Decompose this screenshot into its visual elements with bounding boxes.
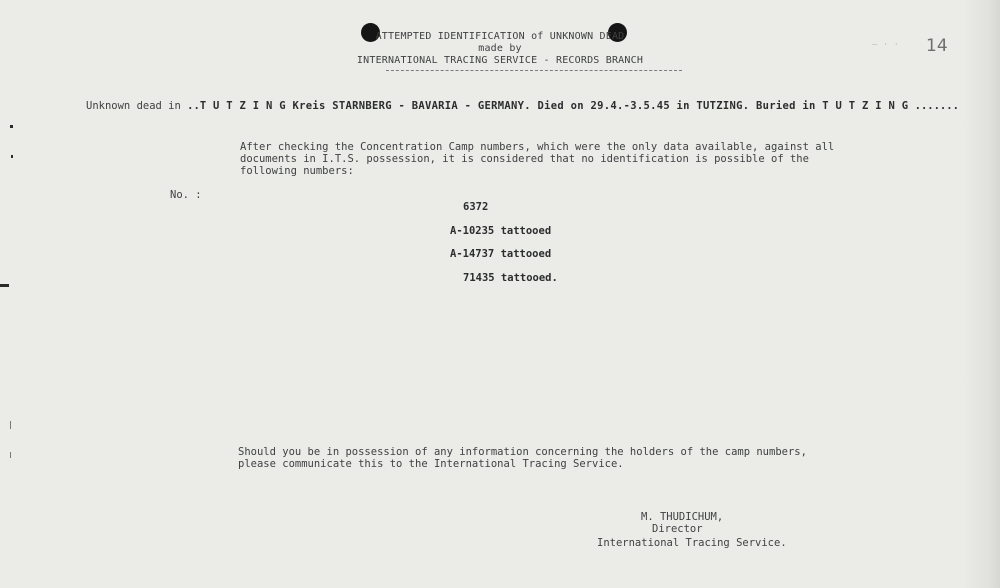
faint-stamp-mark: — · · — [872, 40, 900, 50]
intro-line-2: documents in I.T.S. possession, it is considered that no identification is possible of the — [240, 153, 809, 165]
header-title: ATTEMPTED IDENTIFICATION of UNKNOWN DEAD — [375, 31, 625, 42]
intro-line-3: following numbers: — [240, 165, 354, 177]
leader-dots: .. — [187, 100, 200, 112]
signature-title: Director — [652, 523, 703, 535]
header-organization: INTERNATIONAL TRACING SERVICE - RECORDS BRANCH — [356, 55, 644, 66]
scan-edge-shadow — [962, 0, 1000, 588]
margin-mark — [11, 155, 13, 158]
header-made-by: made by — [478, 43, 522, 54]
margin-arrow-mark — [0, 284, 9, 287]
header-underline — [386, 70, 682, 71]
signature-organization: International Tracing Service. — [597, 537, 787, 549]
signature-name: M. THUDICHUM, — [641, 511, 724, 523]
unknown-dead-entry: T U T Z I N G Kreis STARNBERG - BAVARIA - GERMANY. Died on 29.4.-3.5.45 in TUTZING. Buried in T U T Z I N G — [199, 100, 909, 112]
camp-number-item: A-14737 tattooed — [450, 248, 552, 260]
camp-number-item: 71435 tattooed. — [463, 272, 558, 284]
closing-line-2: please communicate this to the International Tracing Service. — [238, 458, 624, 470]
unknown-dead-line — [86, 100, 959, 112]
numbers-label: No. : — [170, 189, 202, 201]
camp-number-item: 6372 — [463, 201, 489, 213]
trailing-dots: ....... — [908, 100, 959, 112]
closing-line-1: Should you be in possession of any information concerning the holders of the camp numbers, — [238, 446, 807, 458]
margin-mark — [10, 421, 11, 429]
margin-mark — [10, 125, 13, 128]
page-number: 14 — [926, 36, 948, 56]
camp-number-item: A-10235 tattooed — [450, 225, 552, 237]
intro-line-1: After checking the Concentration Camp numbers, which were the only data available, against all — [240, 141, 835, 153]
margin-mark — [10, 452, 11, 458]
unknown-dead-label: Unknown dead in — [86, 100, 181, 112]
